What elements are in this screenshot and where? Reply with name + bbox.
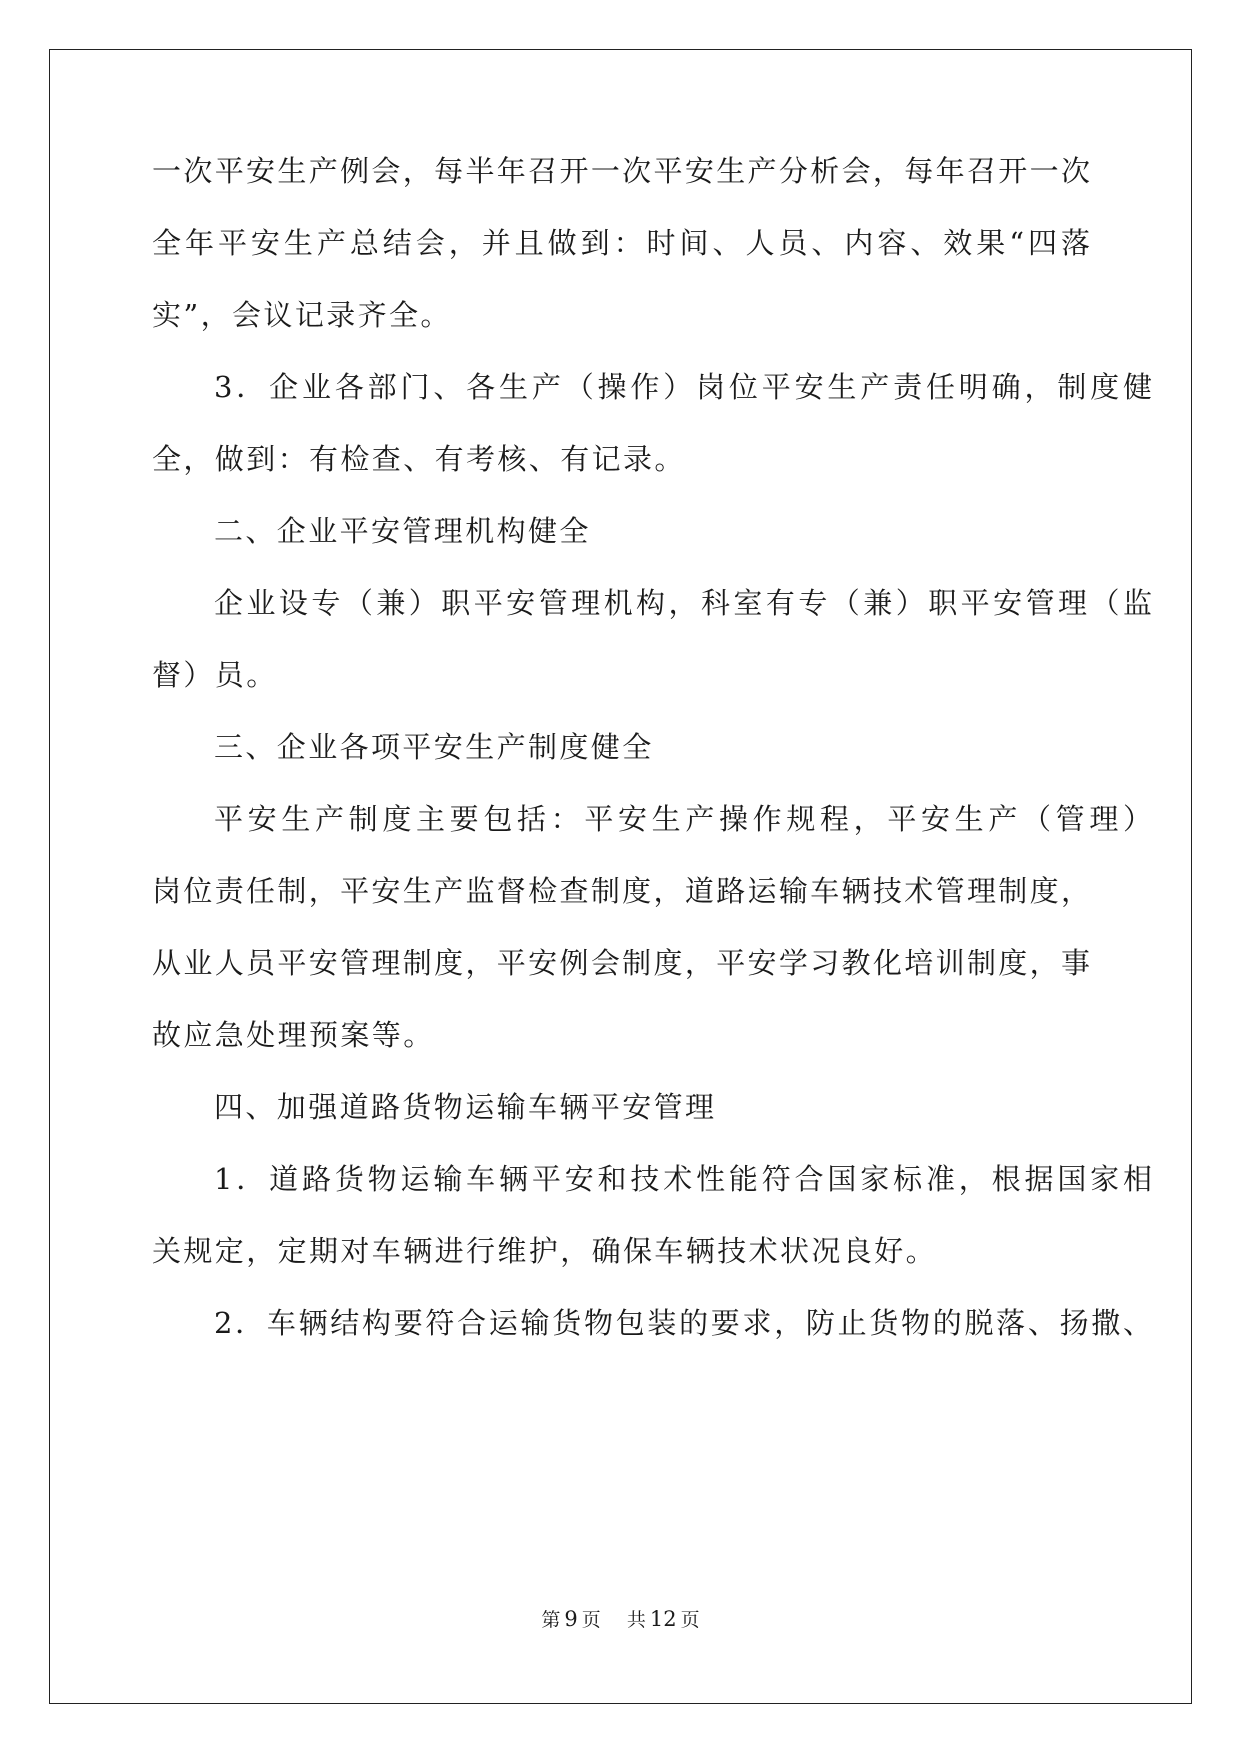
page-suffix: 页 — [581, 1609, 601, 1631]
section-heading: 四、加强道路货物运输车辆平安管理 — [214, 1090, 717, 1124]
text-line: 3．企业各部门、各生产（操作）岗位平安生产责任明确，制度健 — [214, 370, 1152, 404]
text-line: 平安生产制度主要包括：平安生产操作规程，平安生产（管理） — [214, 802, 1152, 836]
text-line: 从业人员平安管理制度，平安例会制度，平安学习教化培训制度，事 — [152, 946, 1090, 980]
text-line: 2．车辆结构要符合运输货物包装的要求，防止货物的脱落、扬撒、 — [214, 1306, 1152, 1340]
text-line: 全年平安生产总结会，并且做到：时间、人员、内容、效果“四落 — [152, 226, 1090, 260]
total-pages: 12 — [649, 1607, 677, 1631]
total-suffix: 页 — [680, 1609, 700, 1631]
text-line: 一次平安生产例会，每半年召开一次平安生产分析会，每年召开一次 — [152, 154, 1090, 188]
total-prefix: 共 — [626, 1609, 646, 1631]
text-line: 1．道路货物运输车辆平安和技术性能符合国家标准，根据国家相 — [214, 1162, 1152, 1196]
text-line: 故应急处理预案等。 — [152, 1018, 435, 1052]
section-heading: 二、企业平安管理机构健全 — [214, 514, 591, 548]
page-number: 9 — [564, 1607, 578, 1631]
page-footer — [0, 1607, 1241, 1632]
text-line: 实”，会议记录齐全。 — [152, 298, 452, 332]
text-line: 企业设专（兼）职平安管理机构，科室有专（兼）职平安管理（监 — [214, 586, 1152, 620]
text-line: 督）员。 — [152, 658, 278, 692]
section-heading: 三、企业各项平安生产制度健全 — [214, 730, 654, 764]
page-prefix: 第 — [541, 1609, 561, 1631]
text-line: 岗位责任制，平安生产监督检查制度，道路运输车辆技术管理制度， — [152, 874, 1090, 908]
text-line: 全，做到：有检查、有考核、有记录。 — [152, 442, 686, 476]
text-line: 关规定，定期对车辆进行维护，确保车辆技术状况良好。 — [152, 1234, 938, 1268]
